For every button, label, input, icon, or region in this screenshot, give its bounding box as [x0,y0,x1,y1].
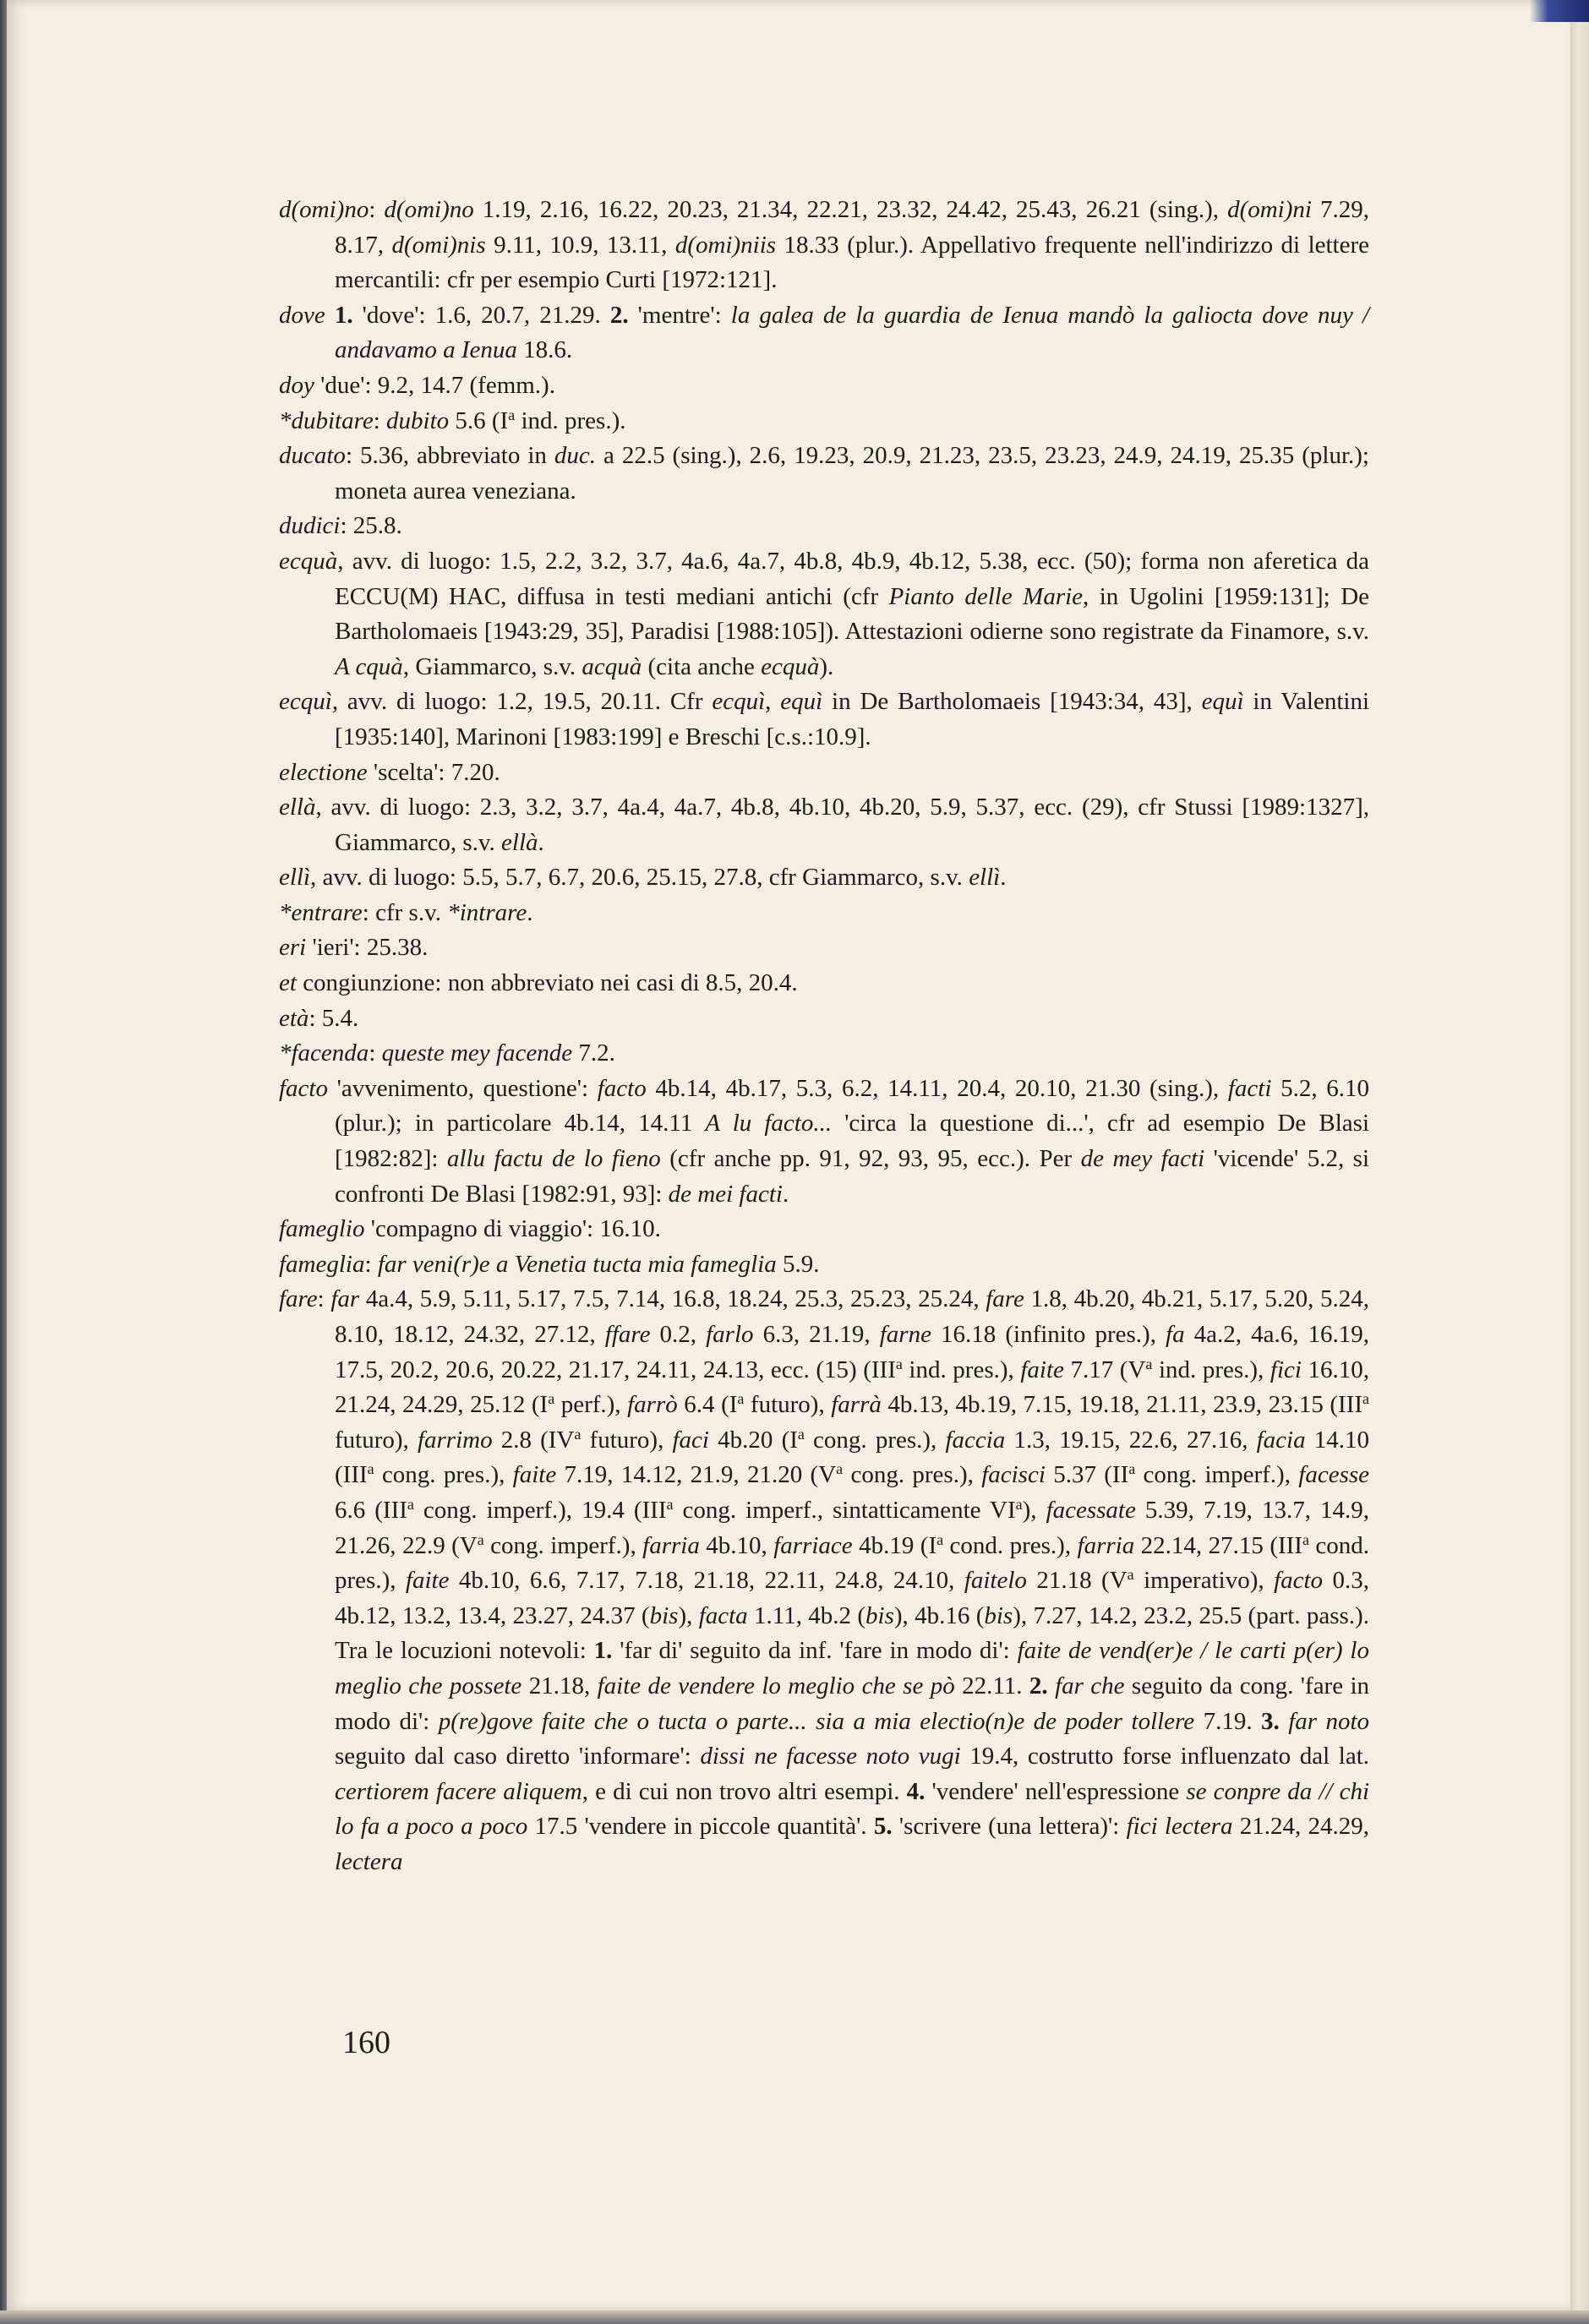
cover-corner [1530,0,1589,22]
entry-text: , [765,688,781,716]
italic-term: ducato [279,442,346,470]
italic-term: *intrare [447,898,527,926]
italic-term: ellà [501,828,538,856]
italic-term: lectera [335,1847,403,1875]
italic-term: dubito [386,406,450,434]
entry-text: : cfr s.v. [362,898,448,926]
italic-term: far veni(r)e a Venetia tucta mia fameglia [377,1250,777,1278]
sense-number: 2. [609,301,629,329]
glossary-entry [279,404,1369,439]
entry-text: ), [678,1601,699,1629]
glossary-entry [279,368,1369,404]
entry-text: . [782,1180,789,1208]
italic-term: doy [279,371,314,399]
italic-term: et [279,969,297,997]
entry-text: 1.3, 19.15, 22.6, 27.16, [1005,1426,1257,1454]
entry-text: . [538,828,544,856]
entry-text: 'scelta': 7.20. [367,758,500,786]
bottom-edge [0,2310,1589,2324]
entry-text: congiunzione: non abbreviato nei casi di 8.5, 20.4. [296,969,798,997]
glossary-entry [279,790,1369,860]
entry-text: 5.6 (I [449,406,509,434]
entry-text: 9.11, 10.9, 13.11, [485,231,675,259]
entry-text: ind. pres.), [1152,1356,1270,1383]
entry-text: seguito da cong. 'fare in modo di': [335,1672,1370,1735]
italic-term: farrimo [417,1426,493,1454]
italic-term: facessate [1046,1496,1136,1524]
italic-term: farria [642,1531,700,1559]
italic-term: ellì [969,864,1001,892]
entry-text: cong. pres.), [374,1461,513,1489]
entry-text: 'vendere' nell'espressione [925,1777,1187,1805]
entry-text: 'dove': 1.6, 20.7, 21.29. [352,301,610,329]
italic-term: ecquì [712,688,766,716]
sense-number: 5. [873,1813,893,1841]
italic-term: far che [1055,1672,1125,1699]
italic-term: faite [512,1461,557,1489]
ordinal-superscript: a [737,1390,745,1408]
italic-term: queste mey facende [381,1039,573,1067]
italic-term: *facenda [279,1039,369,1067]
entry-text: ), 7.27, 14.2, 23.2, 25.5 (part. pass.). Tra le locuzioni notevoli: [335,1601,1369,1665]
ordinal-superscript: a [548,1390,555,1408]
italic-term: età [279,1004,309,1032]
entry-text: ). [819,652,834,680]
entry-text: 18.33 (plur.). Appellativo frequente nell'indirizzo di lettere mercantili: cfr per esempio Curti [1972:121]. [335,231,1370,294]
page-number: 160 [342,2025,390,2060]
italic-term: *dubitare [279,406,374,434]
italic-term: ffare [604,1321,651,1348]
italic-term: ellà [279,794,316,821]
italic-term: faite de vendere lo meglio che se pò [597,1672,955,1699]
italic-term: ecquà [761,652,820,680]
entry-text: 21.18 (V [1026,1567,1128,1595]
entry-text: 16.10, 21.24, 24.29, 25.12 (I [335,1356,1370,1419]
entry-text: 7.19, 14.12, 21.9, 21.20 (V [556,1461,837,1489]
entry-text: 4b.19 (I [852,1531,937,1559]
entry-text [1048,1672,1055,1699]
entry-text: 0.3, 4b.12, 13.2, 13.4, 23.27, 24.37 ( [335,1567,1369,1629]
italic-term: faccia [945,1426,1006,1454]
entry-text: in Valentini [1935:140], Marinoni [1983:199] e Breschi [c.s.:10.9]. [335,688,1370,750]
entry-text: seguito dal caso diretto 'informare': [335,1743,701,1770]
entry-text: , avv. di luogo: 1.5, 2.2, 3.2, 3.7, 4a.6, 4a.7, 4b.8, 4b.9, 4b.12, 5.38, ecc. (50); forma non aferetica da ECCU(M) HAC, diffusa in testi mediani antichi (cfr [335,547,1369,610]
italic-term: d(omi)ni [1227,196,1312,223]
glossary-entry [279,1036,1369,1072]
entry-text: : [369,196,385,223]
glossary-entry [279,1072,1369,1212]
italic-term: farlo [706,1321,754,1348]
entry-text: futuro), [581,1426,673,1454]
entry-text: cong. pres.), [804,1426,946,1454]
entry-text: 18.6. [516,336,573,364]
glossary-entry [279,756,1369,791]
ordinal-superscript: a [1302,1530,1309,1548]
glossary-entry [279,1001,1369,1037]
ordinal-superscript: a [1015,1496,1023,1514]
sense-number: 1. [593,1637,613,1665]
entry-text: 'avvenimento, questione': [328,1074,598,1102]
italic-term: fameglio [279,1215,365,1243]
entry-text: 1.8, 4b.20, 4b.21, 5.17, 5.20, 5.24, 8.10, 18.12, 24.32, 27.12, [335,1285,1370,1348]
entry-text: 'circa la questione di...', cfr ad esempio De Blasi [1982:82]: [335,1110,1369,1173]
italic-term: bis [649,1601,679,1629]
entry-text [325,302,335,329]
italic-term: acquà [582,652,642,680]
entry-text: 19.4, costrutto forse influenzato dal lat. [960,1743,1369,1770]
italic-term: bis [984,1601,1013,1629]
italic-term: allu factu de lo fieno [446,1145,661,1173]
glossary-text [279,193,1369,1880]
entry-text: 21.24, 24.29, [1232,1813,1370,1841]
italic-term: facto [1274,1567,1324,1595]
page-edge [1570,0,1589,2324]
entry-text: ), 4b.16 ( [893,1601,985,1629]
italic-term: fici [1270,1356,1302,1383]
glossary-entry [279,439,1369,509]
entry-text: : 25.8. [340,512,402,540]
entry-text: 22.14, 27.15 (III [1134,1531,1302,1559]
italic-term: faite [405,1567,450,1595]
entry-text: cong. pres.), [843,1461,982,1489]
entry-text: 7.29, 8.17, [335,196,1369,259]
ordinal-superscript: a [508,406,516,423]
sense-number: 1. [334,301,353,329]
entry-text: cong. imperf.), 19.4 (III [413,1496,667,1524]
entry-text: 2.8 (IV [492,1426,575,1454]
italic-term: far noto [1288,1707,1370,1735]
glossary-entry [279,930,1369,966]
entry-text: 4b.20 (I [709,1426,798,1454]
italic-term: ecquà [279,547,338,575]
entry-text: 5.2, 6.10 (plur.); in particolare 4b.14, 14.11 [335,1074,1370,1137]
entry-text: : [317,1285,331,1313]
entry-text: 6.3, 21.19, [753,1321,880,1348]
entry-text: 4b.13, 4b.19, 7.15, 19.18, 21.11, 23.9, 23.15 (III [881,1391,1363,1419]
italic-term: se conpre da // chi lo fa a poco a poco [335,1777,1369,1841]
italic-term: duc. [554,442,596,470]
ordinal-superscript: a [477,1530,484,1548]
entry-text: 22.11. [954,1672,1029,1699]
sense-number: 3. [1261,1707,1280,1735]
entry-text: , Giammarco, s.v. [402,652,582,680]
italic-term: d(omi)no [384,196,474,223]
entry-text: 5.9. [776,1250,820,1278]
entry-text: 21.18, [521,1672,598,1699]
glossary-entry [279,193,1369,298]
ordinal-superscript: a [407,1496,414,1514]
sense-number: 2. [1029,1672,1048,1699]
italic-term: bis [865,1601,894,1629]
entry-text: 1.11, 4b.2 ( [747,1601,866,1629]
entry-text: : [369,1039,382,1067]
entry-text: 16.18 (infinito pres.), [931,1321,1166,1348]
sense-number: 4. [906,1777,926,1805]
entry-text: , avv. di luogo: 5.5, 5.7, 6.7, 20.6, 25.15, 27.8, cfr Giammarco, s.v. [310,864,969,892]
glossary-entry [279,896,1369,931]
glossary-entry [279,1282,1369,1879]
entry-text: 4b.10, 6.6, 7.17, 7.18, 21.18, 22.11, 24.8, 24.10, [449,1567,964,1595]
entry-text: , avv. di luogo: 1.2, 19.5, 20.11. Cfr [331,688,713,716]
ordinal-superscript: a [1362,1390,1369,1408]
italic-term: faite de vend(er)e / le carti p(er) lo meglio che possete [335,1637,1369,1699]
entry-text: 6.6 (III [335,1496,407,1524]
entry-text: futuro), [744,1391,832,1419]
entry-text: : [373,406,387,434]
ordinal-superscript: a [574,1425,582,1443]
entry-text: cond. pres.), [943,1531,1078,1559]
entry-text: 4a.2, 4a.6, 16.19, 17.5, 20.2, 20.6, 20.22, 21.17, 24.11, 24.13, ecc. (15) (III [335,1321,1370,1383]
glossary-entry [279,298,1369,368]
italic-term: ellì [279,864,311,892]
italic-term: facisci [981,1461,1046,1489]
italic-term: d(omi)nis [391,231,486,259]
italic-term: dudici [279,512,341,540]
entry-text: 1.19, 2.16, 16.22, 20.23, 21.34, 22.21, 23.32, 24.42, 25.43, 26.21 (sing.), [473,196,1228,223]
entry-text: : 5.36, abbreviato in [345,442,554,470]
entry-text: 14.10 (III [335,1426,1370,1489]
italic-term: A lu facto... [705,1110,833,1137]
italic-term: faci [672,1426,709,1454]
italic-term: electione [279,758,368,786]
entry-text: 4b.14, 4b.17, 5.3, 6.2, 14.11, 20.4, 20.10, 21.30 (sing.), [646,1074,1228,1102]
entry-text: cong. imperf.), [1135,1461,1299,1489]
italic-term: equì [780,688,823,716]
ordinal-superscript: a [936,1530,944,1548]
entry-text: in De Bartholomaeis [1943:34, 43], [822,688,1202,716]
ordinal-superscript: a [797,1425,805,1443]
italic-term: fa [1166,1321,1185,1348]
ordinal-superscript: a [1145,1355,1153,1372]
italic-term: farrà [831,1391,882,1419]
entry-text [1280,1708,1288,1735]
entry-text: 5.39, 7.19, 13.7, 14.9, 21.26, 22.9 (V [335,1496,1369,1559]
glossary-entry [279,1212,1369,1247]
entry-text: 17.5 'vendere in piccole quantità'. [527,1813,874,1841]
italic-term: certiorem facere aliquem [335,1777,582,1805]
italic-term: de mei facti [668,1180,783,1208]
entry-text: 4a.4, 5.9, 5.11, 5.17, 7.5, 7.14, 16.8, 18.24, 25.3, 25.23, 25.24, [359,1285,986,1313]
entry-text: perf.), [554,1391,628,1419]
italic-term: fameglia [279,1250,365,1278]
italic-term: faite [1020,1356,1064,1383]
italic-term: farrò [627,1391,678,1419]
entry-text: a 22.5 (sing.), 2.6, 19.23, 20.9, 21.23, 23.5, 23.23, 24.9, 24.19, 25.35 (plur.); moneta aurea veneziana. [335,442,1369,505]
italic-term: *entrare [279,898,363,926]
entry-text: . [527,898,533,926]
entry-text: cong. imperf.), [483,1531,643,1559]
glossary-entry [279,685,1369,755]
entry-text: 'due': 9.2, 14.7 (femm.). [314,371,555,399]
entry-text: cond. pres.), [335,1531,1370,1595]
entry-text: 'scrivere (una lettera)': [892,1813,1127,1841]
ordinal-superscript: a [666,1496,674,1514]
entry-text: , in Ugolini [1959:131]; De Bartholomaeis [1943:29, 35], Paradisi [1988:105]). Attestazioni odierne sono registrate da Finamore, s.v. [335,582,1370,646]
italic-term: farne [879,1321,931,1348]
entry-text: 7.17 (V [1063,1356,1146,1383]
italic-term: eri [279,934,307,962]
entry-text: 'compagno di viaggio': 16.10. [364,1215,661,1243]
italic-term: farriace [773,1531,853,1559]
entry-text: (cita anche [642,652,762,680]
italic-term: dissi ne facesse noto vugi [700,1743,961,1770]
italic-term: equì [1201,688,1244,716]
italic-term: fici lectera [1126,1813,1233,1841]
italic-term: facia [1256,1426,1306,1454]
glossary-entry [279,966,1369,1001]
entry-text: cong. imperf., sintatticamente VI [673,1496,1016,1524]
entry-text: 4b.10, [699,1531,774,1559]
glossary-entry [279,509,1369,544]
italic-term: facesse [1298,1461,1370,1489]
italic-term: fare [279,1285,318,1313]
italic-term: A cquà [335,652,403,680]
italic-term: d(omi)no [279,196,369,223]
entry-text: 'far di' seguito da inf. 'fare in modo di': [612,1637,1018,1665]
entry-text: 5.37 (II [1045,1461,1129,1489]
ordinal-superscript: a [1127,1566,1134,1584]
italic-term: facto [279,1074,328,1102]
entry-text: ind. pres.), [902,1356,1021,1383]
entry-text: imperativo), [1133,1567,1275,1595]
italic-term: p(re)gove faite che o tucta o parte... sia a mia electio(n)e de poder tollere [438,1707,1195,1735]
entry-text: ), [1022,1496,1046,1524]
entry-text: 6.4 (I [677,1391,738,1419]
italic-term: fare [986,1285,1024,1313]
glossary-entry [279,1247,1369,1283]
entry-text: : [364,1250,378,1278]
italic-term: de mey facti [1080,1145,1205,1173]
italic-term: farria [1077,1531,1135,1559]
italic-term: faitelo [964,1567,1027,1595]
italic-term: facto [597,1074,647,1102]
italic-term: Pianto delle Marie [888,582,1084,610]
ordinal-superscript: a [895,1355,903,1372]
entry-text: ind. pres.). [515,406,626,434]
entry-text: 0.2, [650,1321,707,1348]
italic-term: dove [279,301,325,329]
entry-text: 7.19. [1194,1707,1261,1735]
entry-text: , e di cui non trovo altri esempi. [582,1777,907,1805]
entry-text: 'mentre': [628,301,731,329]
italic-term: far [330,1285,360,1313]
entry-text: 'ieri': 25.38. [306,934,429,962]
ordinal-superscript: a [836,1460,844,1478]
italic-term: ecquì [279,688,332,716]
ordinal-superscript: a [367,1460,374,1478]
entry-text: : 5.4. [309,1004,359,1032]
entry-text: futuro), [335,1426,418,1454]
glossary-entry [279,544,1369,685]
entry-text: 7.2. [572,1039,615,1067]
italic-term: d(omi)niis [674,231,777,259]
italic-term: facta [698,1601,748,1629]
glossary-entry [279,860,1369,896]
entry-text: 'vicende' 5.2, si confronti De Blasi [1982:91, 93]: [335,1145,1370,1208]
ordinal-superscript: a [1128,1460,1136,1478]
italic-term: facti [1227,1074,1272,1102]
entry-text: , avv. di luogo: 2.3, 3.2, 3.7, 4a.4, 4a.7, 4b.8, 4b.10, 4b.20, 5.9, 5.37, ecc. (29), cfr Stussi [1989:1327], Giammarco, s.v. [315,794,1369,856]
italic-term: la galea de la guardia de Ienua mandò la galiocta dove nuy / andavamo a Ienua [335,301,1369,364]
entry-text: . [1000,864,1007,892]
entry-text: (cfr anche pp. 91, 92, 93, 95, ecc.). Per [660,1145,1081,1173]
